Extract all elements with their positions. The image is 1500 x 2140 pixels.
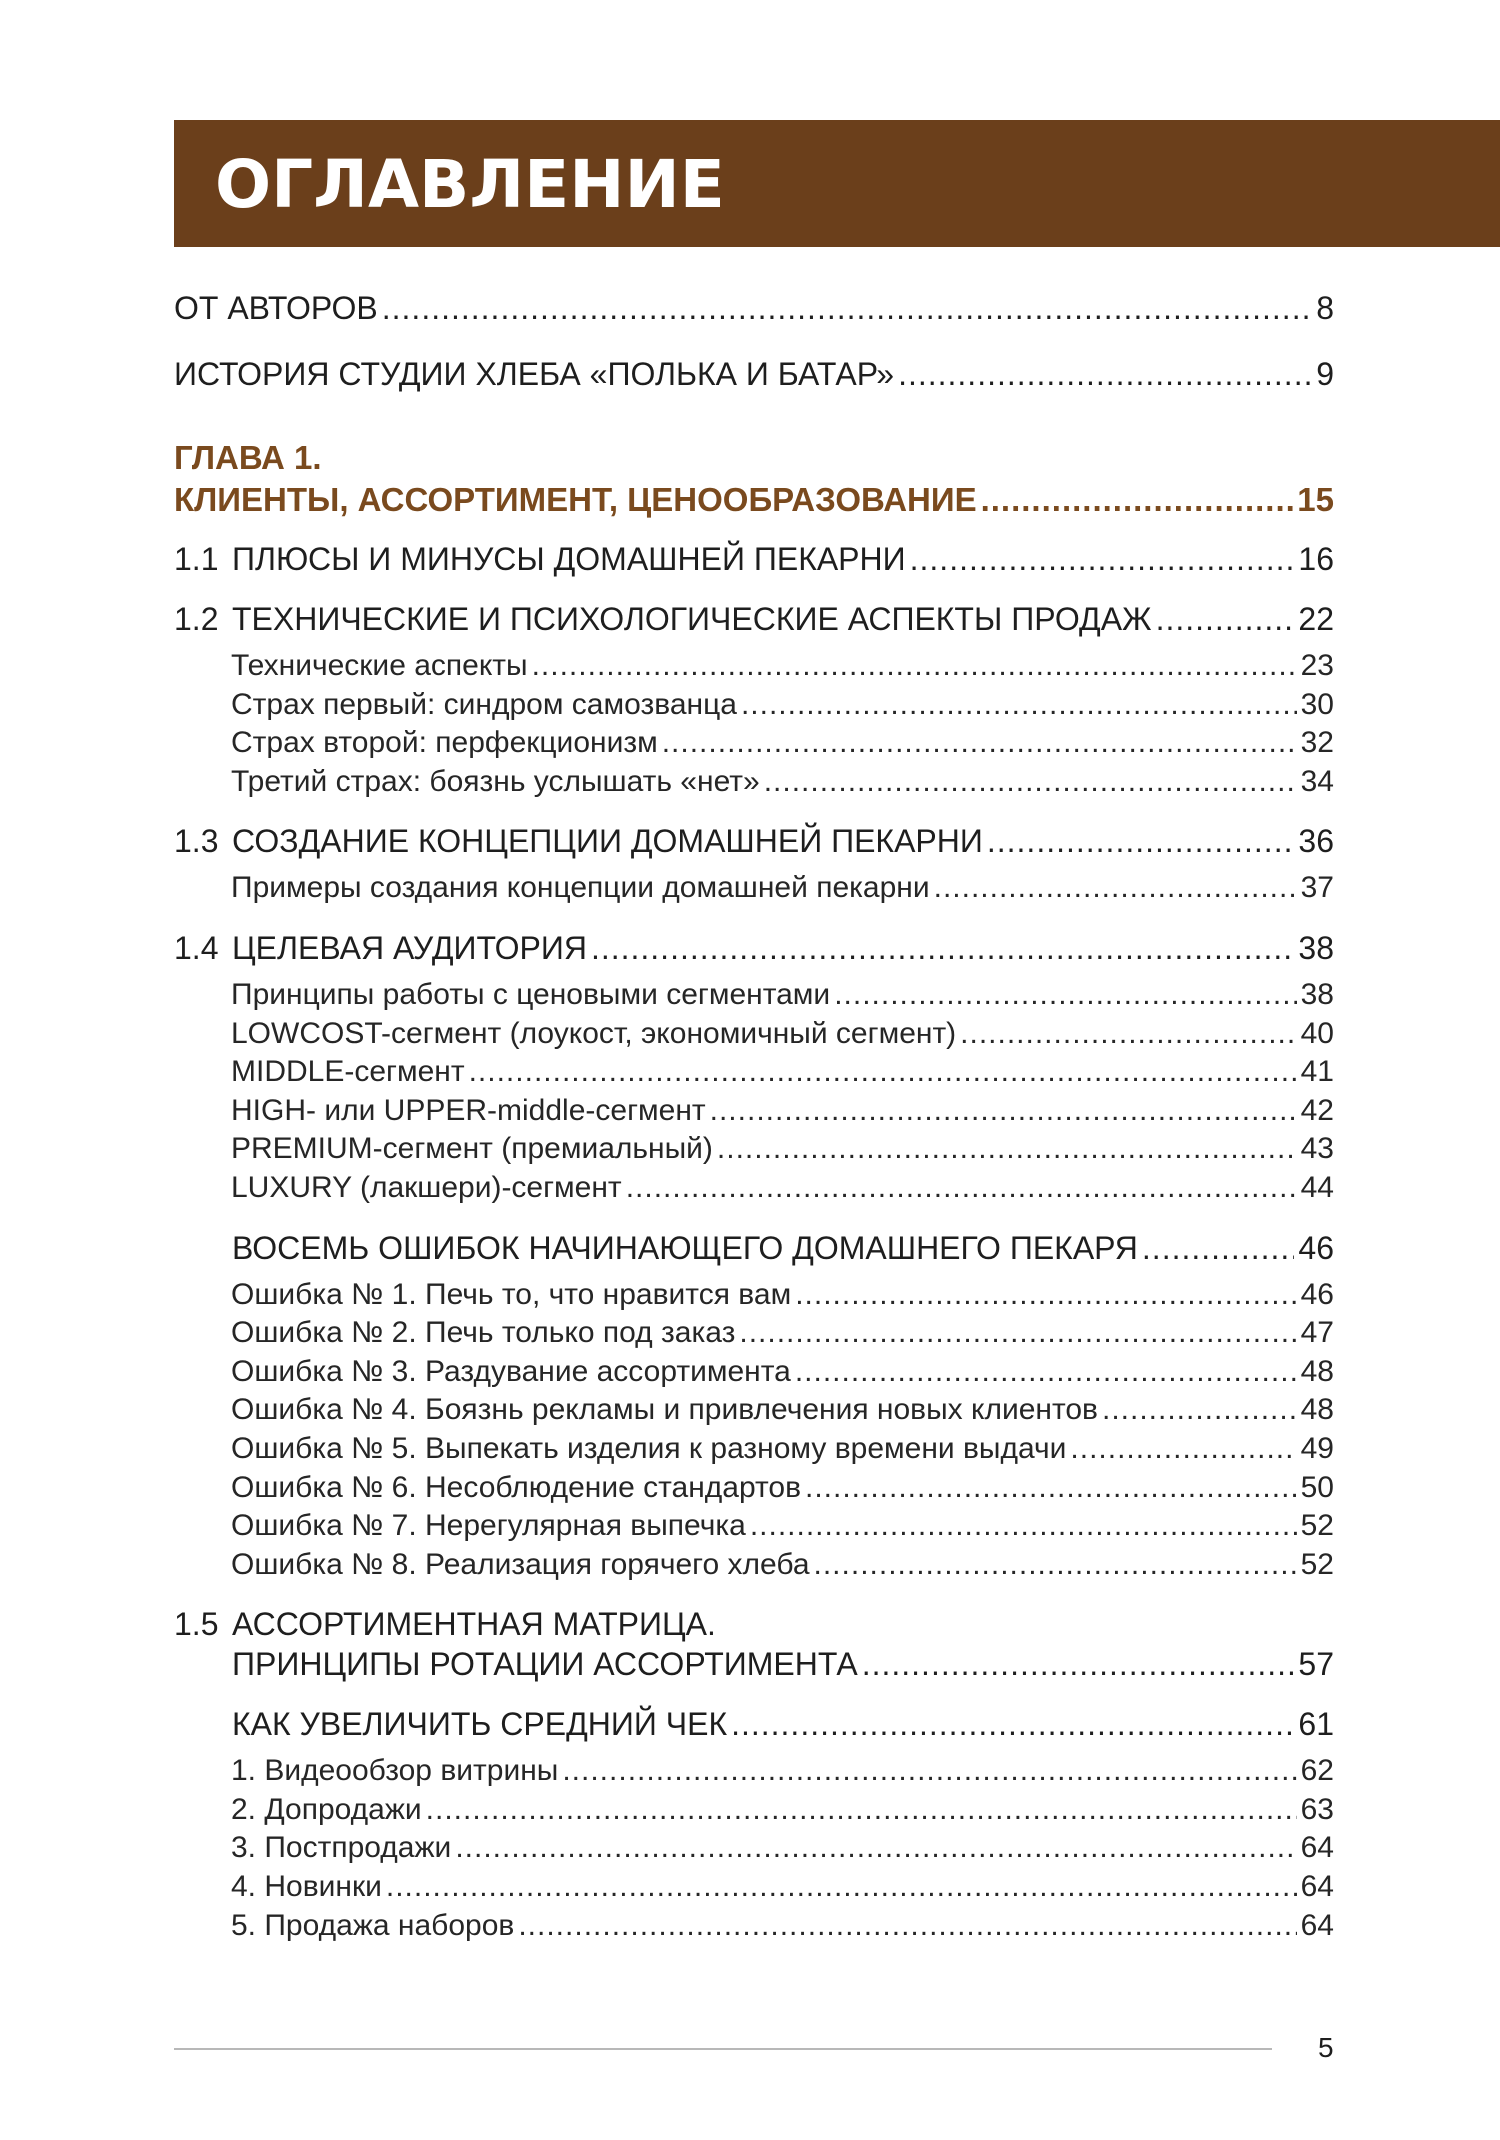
toc-page-number: 52	[1300, 1547, 1334, 1581]
toc-page-number: 48	[1300, 1393, 1334, 1427]
subsection-title: Технические аспекты	[231, 649, 528, 682]
toc-subsection[interactable]	[231, 647, 1334, 686]
dot-leader	[750, 1507, 1297, 1546]
table-of-contents	[174, 290, 1334, 1945]
toc-page-number: 38	[1298, 929, 1334, 966]
subsection-title: Ошибка № 3. Раздувание ассортимента	[231, 1354, 791, 1388]
chapter-heading[interactable]	[174, 437, 1334, 521]
dot-leader	[626, 1169, 1297, 1208]
section-second-line	[174, 1644, 1334, 1684]
toc-subsection[interactable]	[231, 724, 1334, 763]
subsection-title: Страх первый: синдром самозванца	[231, 687, 737, 721]
dot-leader	[981, 479, 1294, 521]
subsection-title: LUXURY (лакшери)-сегмент	[231, 1170, 622, 1204]
dot-leader	[1102, 1391, 1297, 1430]
dot-leader	[910, 539, 1295, 579]
toc-subsection[interactable]	[231, 1829, 1334, 1868]
toc-page-number: 40	[1300, 1016, 1334, 1050]
dot-leader	[518, 1907, 1296, 1946]
toc-page-number: 15	[1297, 481, 1334, 518]
toc-section-average-check[interactable]	[174, 1704, 1334, 1744]
section-number: 1.4	[174, 929, 219, 966]
toc-subsection[interactable]	[231, 1314, 1334, 1353]
subsection-title: 4. Новинки	[231, 1870, 382, 1904]
dot-leader	[731, 1704, 1294, 1744]
toc-page-number: 8	[1316, 290, 1334, 326]
toc-page-number: 9	[1316, 356, 1334, 392]
dot-leader	[710, 1092, 1297, 1131]
toc-page-number: 38	[1300, 977, 1334, 1011]
subsection-title: 5. Продажа наборов	[231, 1908, 515, 1942]
dot-leader	[934, 869, 1297, 908]
toc-subsection[interactable]	[231, 1391, 1334, 1430]
footer-divider	[174, 2048, 1272, 2050]
toc-entry-history[interactable]	[174, 356, 1334, 392]
dot-leader	[1142, 1228, 1295, 1268]
subsection-title: Ошибка № 5. Выпекать изделия к разному времени выдачи	[231, 1431, 1067, 1465]
dot-leader	[562, 1752, 1296, 1791]
toc-page-number: 34	[1300, 764, 1334, 798]
toc-entry-text: ИСТОРИЯ СТУДИИ ХЛЕБА «ПОЛЬКА И БАТАР»	[174, 356, 895, 392]
toc-subsection[interactable]	[231, 1053, 1334, 1092]
toc-page-number: 46	[1300, 1277, 1334, 1311]
dot-leader	[862, 1644, 1295, 1684]
subsection-title: Ошибка № 8. Реализация горячего хлеба	[231, 1547, 810, 1581]
dot-leader	[795, 1353, 1297, 1392]
subsection-title: Примеры создания концепции домашней пекарни	[231, 871, 930, 905]
toc-page-number: 64	[1300, 1831, 1334, 1865]
section-number: 1.3	[174, 823, 219, 860]
toc-page-number: 36	[1298, 823, 1334, 860]
section-title: ВОСЕМЬ ОШИБОК НАЧИНАЮЩЕГО ДОМАШНЕГО ПЕКАРЯ	[232, 1229, 1138, 1266]
toc-page-number: 16	[1298, 541, 1334, 577]
subsection-list	[174, 869, 1334, 908]
dot-leader	[741, 686, 1297, 725]
toc-page-number: 61	[1298, 1706, 1334, 1743]
toc-subsection[interactable]	[231, 1092, 1334, 1131]
section-title-line1: АССОРТИМЕНТНАЯ МАТРИЦА.	[232, 1606, 716, 1643]
toc-subsection[interactable]	[231, 1791, 1334, 1830]
dot-leader	[591, 928, 1294, 968]
toc-page-number: 48	[1300, 1354, 1334, 1388]
chapter-title: КЛИЕНТЫ, АССОРТИМЕНТ, ЦЕНООБРАЗОВАНИЕ	[174, 481, 977, 518]
dot-leader	[795, 1276, 1296, 1315]
section-title: ЦЕЛЕВАЯ АУДИТОРИЯ	[232, 929, 587, 966]
toc-section-1-2[interactable]	[174, 599, 1334, 639]
subsection-list	[174, 976, 1334, 1208]
toc-subsection[interactable]	[231, 1469, 1334, 1508]
toc-page-number: 64	[1300, 1908, 1334, 1942]
dot-leader	[739, 1314, 1296, 1353]
section-title: ПЛЮСЫ И МИНУСЫ ДОМАШНЕЙ ПЕКАРНИ	[232, 541, 906, 577]
subsection-title: Принципы работы с ценовыми сегментами	[231, 977, 831, 1011]
toc-entry-authors[interactable]	[174, 290, 1334, 326]
dot-leader	[960, 1015, 1296, 1054]
dot-leader	[1156, 599, 1295, 639]
toc-subsection[interactable]	[231, 1507, 1334, 1546]
toc-subsection[interactable]	[231, 763, 1334, 802]
dot-leader	[834, 976, 1296, 1015]
toc-page-number: 63	[1300, 1792, 1334, 1826]
toc-page-number: 43	[1300, 1132, 1334, 1166]
dot-leader	[382, 290, 1312, 326]
toc-page-number: 32	[1300, 726, 1334, 760]
toc-page-number: 30	[1300, 687, 1334, 721]
section-number: 1.1	[174, 541, 219, 577]
toc-subsection[interactable]	[231, 686, 1334, 725]
section-first-line	[174, 1604, 1334, 1644]
dot-leader	[662, 724, 1297, 763]
toc-subsection[interactable]	[231, 1546, 1334, 1585]
dot-leader	[469, 1053, 1297, 1092]
page-number: 5	[1318, 2032, 1334, 2063]
subsection-title: Ошибка № 6. Несоблюдение стандартов	[231, 1470, 801, 1504]
toc-subsection[interactable]	[231, 1752, 1334, 1791]
toc-page-number: 42	[1300, 1093, 1334, 1127]
toc-page-number: 22	[1298, 601, 1334, 637]
subsection-title: 2. Допродажи	[231, 1792, 422, 1826]
toc-page-number: 41	[1300, 1055, 1334, 1089]
subsection-title: PREMIUM-сегмент (премиальный)	[231, 1132, 713, 1166]
page-title: ОГЛАВЛЕНИЕ	[215, 146, 725, 223]
subsection-title: Ошибка № 2. Печь только под заказ	[231, 1316, 736, 1350]
toc-subsection[interactable]	[231, 1353, 1334, 1392]
subsection-list	[174, 647, 1334, 801]
toc-section-1-3[interactable]	[174, 821, 1334, 861]
toc-subsection[interactable]	[231, 976, 1334, 1015]
dot-leader	[717, 1130, 1297, 1169]
subsection-title: Ошибка № 7. Нерегулярная выпечка	[231, 1509, 746, 1543]
toc-subsection[interactable]	[231, 1276, 1334, 1315]
toc-entry-text: ОТ АВТОРОВ	[174, 290, 378, 326]
section-number: 1.2	[174, 601, 219, 637]
dot-leader	[814, 1546, 1297, 1585]
subsection-list	[174, 1276, 1334, 1585]
subsection-title: Ошибка № 1. Печь то, что нравится вам	[231, 1277, 792, 1311]
toc-page-number: 44	[1300, 1170, 1334, 1204]
dot-leader	[386, 1868, 1297, 1907]
toc-page-number: 57	[1298, 1646, 1334, 1683]
toc-page-number: 64	[1300, 1870, 1334, 1904]
section-title: ТЕХНИЧЕСКИЕ И ПСИХОЛОГИЧЕСКИЕ АСПЕКТЫ ПРОДАЖ	[232, 601, 1152, 637]
dot-leader	[764, 763, 1297, 802]
toc-page-number: 49	[1300, 1431, 1334, 1465]
dot-leader	[1070, 1430, 1296, 1469]
subsection-title: HIGH- или UPPER-middle-сегмент	[231, 1093, 706, 1127]
subsection-title: Ошибка № 4. Боязнь рекламы и привлечения новых клиентов	[231, 1393, 1098, 1427]
toc-subsection[interactable]	[231, 1015, 1334, 1054]
subsection-list	[174, 1752, 1334, 1945]
toc-page-number: 52	[1300, 1509, 1334, 1543]
toc-subsection[interactable]	[231, 869, 1334, 908]
toc-subsection[interactable]	[231, 1430, 1334, 1469]
toc-section-1-4[interactable]	[174, 928, 1334, 968]
toc-page-number: 46	[1298, 1229, 1334, 1266]
toc-subsection[interactable]	[231, 1868, 1334, 1907]
dot-leader	[987, 821, 1295, 861]
toc-page-number: 62	[1300, 1754, 1334, 1788]
subsection-title: 3. Постпродажи	[231, 1831, 452, 1865]
section-number: 1.5	[174, 1606, 219, 1643]
dot-leader	[898, 356, 1312, 392]
dot-leader	[455, 1829, 1296, 1868]
section-title: СОЗДАНИЕ КОНЦЕПЦИИ ДОМАШНЕЙ ПЕКАРНИ	[232, 823, 983, 860]
subsection-title: MIDDLE-сегмент	[231, 1055, 465, 1089]
toc-section-1-1[interactable]	[174, 539, 1334, 579]
toc-section-mistakes[interactable]	[174, 1228, 1334, 1268]
chapter-number: ГЛАВА 1.	[174, 439, 322, 476]
toc-page-number: 50	[1300, 1470, 1334, 1504]
subsection-title: 1. Видеообзор витрины	[231, 1754, 559, 1788]
toc-subsection[interactable]	[231, 1907, 1334, 1946]
dot-leader	[426, 1791, 1297, 1830]
section-title: КАК УВЕЛИЧИТЬ СРЕДНИЙ ЧЕК	[232, 1706, 728, 1743]
toc-subsection[interactable]	[231, 1130, 1334, 1169]
subsection-title: Третий страх: боязнь услышать «нет»	[231, 764, 760, 798]
subsection-title: Страх второй: перфекционизм	[231, 726, 658, 760]
chapter-title-row	[174, 479, 1334, 521]
toc-section-1-5[interactable]	[174, 1604, 1334, 1684]
toc-page-number: 37	[1300, 871, 1334, 905]
toc-page-number: 23	[1300, 649, 1334, 682]
section-title-line2: ПРИНЦИПЫ РОТАЦИИ АССОРТИМЕНТА	[232, 1646, 858, 1683]
toc-page-number: 47	[1300, 1316, 1334, 1350]
dot-leader	[805, 1469, 1297, 1508]
toc-subsection[interactable]	[231, 1169, 1334, 1208]
dot-leader	[532, 647, 1297, 686]
subsection-title: LOWCOST-сегмент (лоукост, экономичный сегмент)	[231, 1016, 957, 1050]
